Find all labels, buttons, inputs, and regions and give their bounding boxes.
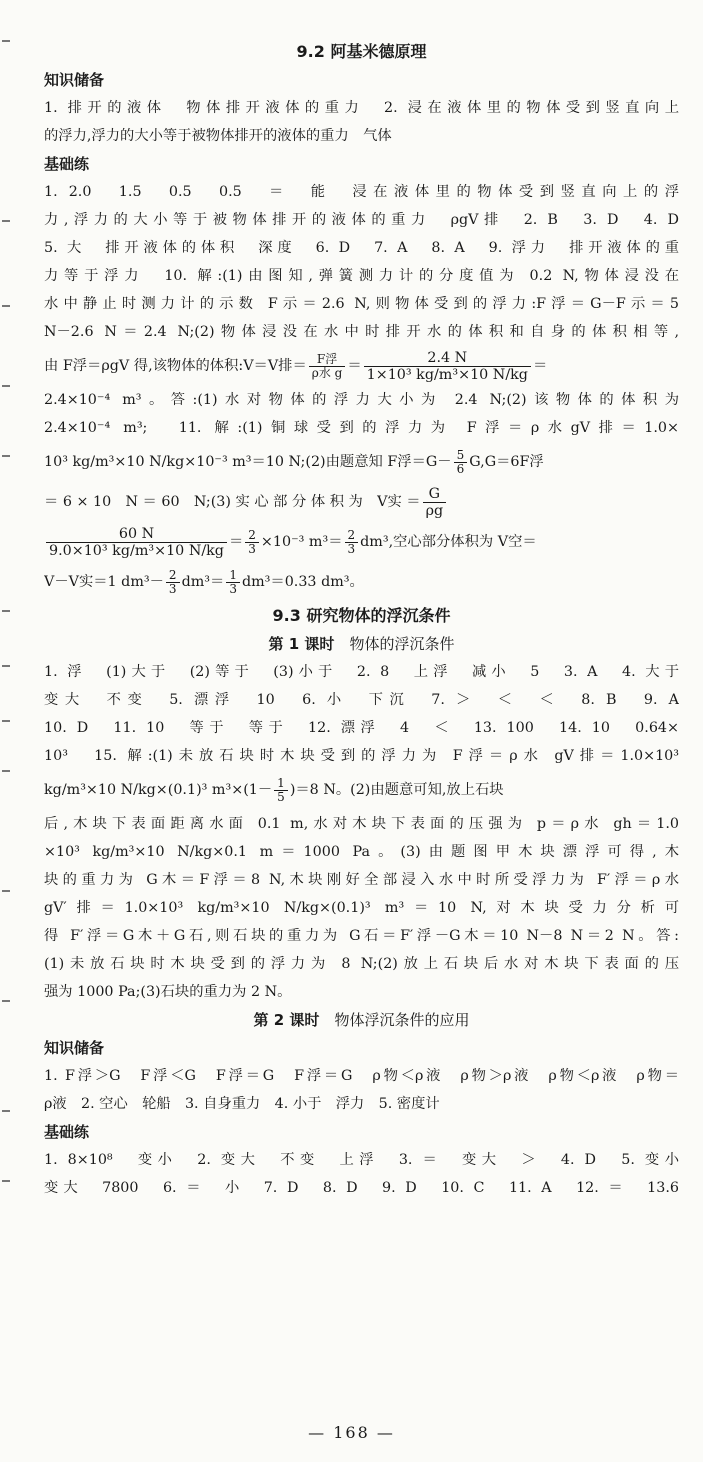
denominator: 9.0×10³ kg/m³×10 N/kg	[49, 542, 224, 559]
formula-line	[44, 442, 679, 482]
section-title-9-3: 9.3 研究物体的浮沉条件	[272, 606, 451, 625]
denominator: 1×10³ kg/m³×10 N/kg	[366, 366, 528, 383]
answer-line: 力等于浮力 10. 解:(1)由图知,弹簧测力计的分度值为 0.2 N,物体浸没在	[44, 268, 679, 284]
answer-line: 1. 2.0 1.5 0.5 0.5 ＝ 能 浸在液体里的物体受到竖直向上的浮	[44, 184, 679, 200]
numerator: 1	[274, 777, 288, 791]
margin-mark	[2, 305, 10, 307]
basic-heading: 基础练	[44, 155, 90, 173]
formula-text: )＝8 N。(2)由题意可知,放上石块	[289, 782, 504, 798]
denominator: 3	[248, 541, 256, 556]
margin-mark	[2, 665, 10, 667]
numerator: F浮	[309, 353, 346, 367]
knowledge-heading: 知识储备	[44, 71, 105, 89]
answer-line: 1. F浮＞G F浮＜G F浮＝G F浮＝G ρ物＜ρ液 ρ物＞ρ液 ρ物＜ρ液 ρ物＝	[44, 1068, 679, 1084]
margin-mark	[2, 1110, 10, 1112]
margin-mark	[2, 890, 10, 892]
answer-line: 水中静止时测力计的示数 F示＝2.6 N,则物体受到的浮力:F浮＝G－F示＝5	[44, 296, 679, 312]
answer-line: N－2.6 N＝2.4 N;(2)物体浸没在水中时排开水的体积和自身的体积相等,	[44, 324, 679, 340]
denominator: 3	[229, 581, 237, 596]
fraction	[309, 353, 346, 380]
formula-text: ＝	[228, 534, 244, 550]
binding-margin	[0, 0, 14, 1462]
fraction	[46, 526, 227, 559]
numerator: 2	[345, 529, 359, 543]
answer-line: 变大 不变 5. 漂浮 10 6. 小 下沉 7. ＞ ＜ ＜ 8. B 9. A	[44, 692, 679, 708]
lesson-1-heading	[44, 630, 679, 658]
formula-text: V－V实＝1 dm³－	[44, 574, 164, 590]
formula-text: dm³＝0.33 dm³。	[241, 574, 364, 590]
numerator: 1	[226, 569, 240, 583]
formula-line	[44, 346, 679, 386]
margin-mark	[2, 1000, 10, 1002]
fraction	[345, 529, 359, 556]
answer-line: 1. 8×10⁸ 变小 2. 变大 不变 上浮 3. ＝ 变大 ＞ 4. D 5. 变小	[44, 1152, 679, 1168]
answer-line: 5. 大 排开液体的体积 深度 6. D 7. A 8. A 9. 浮力 排开液体的重	[44, 240, 679, 256]
lesson-number: 第 1 课时	[268, 635, 335, 653]
lesson-number: 第 2 课时	[253, 1011, 320, 1029]
numerator: 60 N	[46, 526, 227, 543]
denominator: ρg	[425, 502, 444, 519]
answer-line: 力,浮力的大小等于被物体排开的液体的重力 ρgV排 2. B 3. D 4. D	[44, 212, 679, 228]
denominator: 6	[456, 461, 465, 476]
answer-line: 10³ 15. 解:(1)未放石块时木块受到的浮力为 F浮＝ρ水 gV排＝1.0×10³	[44, 748, 679, 764]
answer-line: 变大 7800 6. ＝ 小 7. D 8. D 9. D 10. C 11. A 12. ＝ 13.6	[44, 1180, 679, 1196]
answer-line: 的浮力,浮力的大小等于被物体排开的液体的重力 气体	[44, 128, 392, 144]
fraction	[274, 777, 288, 804]
formula-line	[44, 562, 679, 602]
formula-text: dm³,空心部分体积为 V空＝	[360, 534, 537, 550]
answer-line: 得 F′浮＝G木＋G石,则石块的重力为 G石＝F′浮－G木＝10 N－8 N＝2 N。答:	[44, 928, 679, 944]
formula-text: 由 F浮＝ρgV 得,该物体的体积:V＝V排＝	[44, 358, 307, 374]
answer-line: 1. 浮 (1)大于 (2)等于 (3)小于 2. 8 上浮 减小 5 3. A 4. 大于	[44, 664, 679, 680]
fraction	[454, 449, 468, 476]
formula-text: ＝	[347, 358, 362, 374]
answer-line: 2.4×10⁻⁴ m³; 11. 解:(1)铜球受到的浮力为 F浮＝ρ水gV排＝1.0×	[44, 420, 679, 436]
numerator: 2.4 N	[364, 350, 531, 367]
answer-line: (1)未放石块时木块受到的浮力为 8 N;(2)放上石块后水对木块下表面的压	[44, 956, 679, 972]
section-title-9-2: 9.2 阿基米德原理	[296, 42, 427, 61]
answer-line: 强为 1000 Pa;(3)石块的重力为 2 N。	[44, 984, 292, 1000]
margin-mark	[2, 385, 10, 387]
answer-line: ρ液 2. 空心 轮船 3. 自身重力 4. 小于 浮力 5. 密度计	[44, 1096, 440, 1112]
numerator: 2	[166, 569, 180, 583]
knowledge-heading: 知识储备	[44, 1039, 105, 1057]
margin-mark	[2, 455, 10, 457]
fraction	[364, 350, 531, 383]
numerator: G	[423, 486, 447, 503]
formula-text: dm³＝	[181, 574, 225, 590]
lesson-title: 物体的浮沉条件	[349, 635, 455, 653]
margin-mark	[2, 1180, 10, 1182]
basic-heading: 基础练	[44, 1123, 90, 1141]
denominator: 5	[277, 789, 285, 804]
numerator: 2	[245, 529, 259, 543]
answer-line: ×10³ kg/m³×10 N/kg×0.1 m＝1000 Pa。(3)由题图甲木块漂浮可得,木	[44, 844, 679, 860]
formula-text: kg/m³×10 N/kg×(0.1)³ m³×(1－	[44, 782, 273, 798]
lesson-2-heading	[44, 1006, 679, 1034]
answer-line: gV′排＝1.0×10³ kg/m³×10 N/kg×(0.1)³ m³＝10 N,对木块受力分析可	[44, 900, 679, 916]
denominator: 3	[347, 541, 356, 556]
answer-line: 2.4×10⁻⁴ m³。答:(1)水对物体的浮力大小为 2.4 N;(2)该物体的体积为	[44, 392, 679, 408]
numerator: 5	[454, 449, 468, 463]
formula-line	[44, 770, 679, 810]
margin-mark	[2, 720, 10, 722]
answer-line: 块的重力为 G木＝F浮＝8 N,木块刚好全部浸入水中时所受浮力为 F′浮＝ρ水	[44, 872, 679, 888]
fraction	[423, 486, 447, 519]
formula-text: ×10⁻³ m³＝	[260, 534, 343, 550]
lesson-title: 物体浮沉条件的应用	[334, 1011, 470, 1029]
formula-line	[44, 482, 679, 522]
answer-line: 后,木块下表面距离水面 0.1 m,水对木块下表面的压强为 p＝ρ水 gh＝1.0	[44, 816, 679, 832]
fraction	[166, 569, 180, 596]
formula-text: G,G＝6F浮	[469, 454, 544, 470]
denominator: ρ水 g	[311, 365, 343, 380]
denominator: 3	[168, 581, 177, 596]
margin-mark	[2, 610, 10, 612]
fraction	[226, 569, 240, 596]
answer-line: 1. 排开的液体 物体排开液体的重力 2. 浸在液体里的物体受到竖直向上	[44, 100, 679, 116]
answer-line: 10. D 11. 10 等于 等于 12. 漂浮 4 ＜ 13. 100 14. 10 0.64×	[44, 720, 679, 736]
margin-mark	[2, 40, 10, 42]
formula-text: ＝	[532, 358, 548, 374]
margin-mark	[2, 220, 10, 222]
page-number: — 168 —	[308, 1423, 395, 1442]
margin-mark	[2, 770, 10, 772]
formula-text: ＝ 6 × 10 N ＝ 60 N;(3) 实 心 部 分 体 积 为 V实 ＝	[44, 494, 421, 510]
fraction	[245, 529, 259, 556]
formula-text: 10³ kg/m³×10 N/kg×10⁻³ m³＝10 N;(2)由题意知 F浮＝G－	[44, 454, 452, 470]
formula-line	[44, 522, 679, 562]
